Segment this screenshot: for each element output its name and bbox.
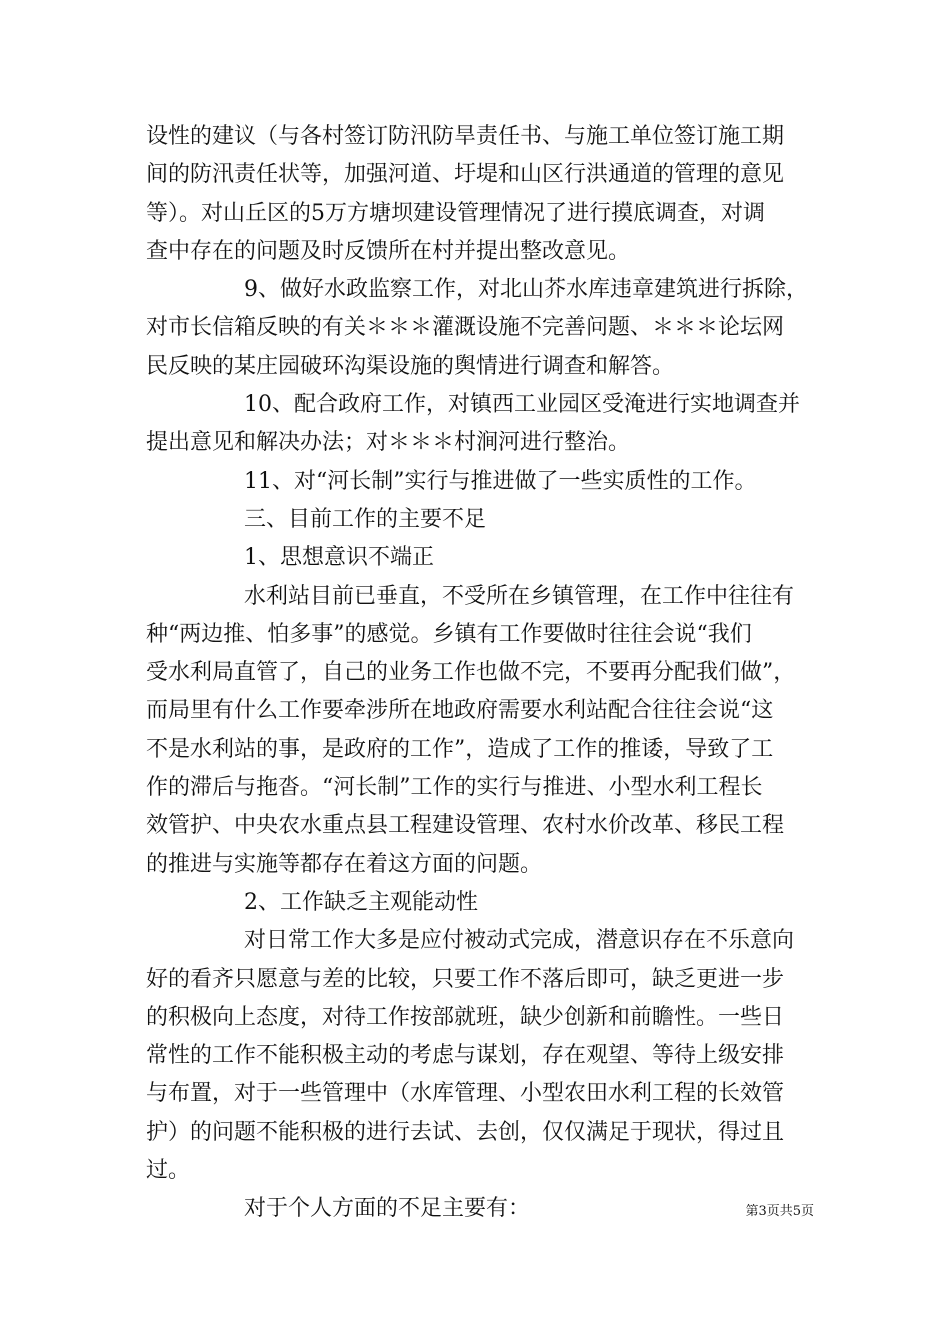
page-number-footer: 第3页共5页: [745, 1204, 814, 1219]
text-line: 种“两边推、怕多事”的感觉。乡镇有工作要做时往往会说“我们: [146, 621, 752, 647]
text-line: 常性的工作不能积极主动的考虑与谋划，存在观望、等待上级安排: [146, 1043, 785, 1069]
text-line: 民反映的某庄园破环沟渠设施的舆情进行调查和解答。: [146, 353, 675, 379]
text-line: 对市长信箱反映的有关＊＊＊灌溉设施不完善问题、＊＊＊论坛网: [146, 315, 785, 341]
text-line: 10、配合政府工作，对镇西工业园区受淹进行实地调查并: [244, 392, 800, 418]
text-line: 提出意见和解决办法；对＊＊＊村涧河进行整治。: [146, 430, 631, 456]
text-line: 水利站目前已垂直，不受所在乡镇管理，在工作中往往有: [244, 583, 795, 609]
text-line: 设性的建议（与各村签订防汛防旱责任书、与施工单位签订施工期: [146, 124, 785, 149]
text-line: 的推进与实施等都存在着这方面的问题。: [146, 851, 543, 877]
text-line: 2、工作缺乏主观能动性: [244, 889, 478, 915]
text-line: 过。: [146, 1158, 191, 1184]
text-line: 三、目前工作的主要不足: [244, 506, 487, 532]
text-line: 等）。对山丘区的5万方塘坝建设管理情况了进行摸底调查，对调: [146, 200, 765, 226]
text-line: 的积极向上态度，对待工作按部就班，缺少创新和前瞻性。一些日: [146, 1004, 785, 1030]
text-line: 查中存在的问题及时反馈所在村并提出整改意见。: [146, 238, 631, 264]
text-line: 对日常工作大多是应付被动式完成，潜意识存在不乐意向: [244, 928, 795, 954]
text-line: 不是水利站的事，是政府的工作”，造成了工作的推诿，导致了工: [146, 736, 774, 762]
text-line: 好的看齐只愿意与差的比较，只要工作不落后即可，缺乏更进一步: [146, 966, 785, 992]
text-line: 而局里有什么工作要牵涉所在地政府需要水利站配合往往会说“这: [146, 698, 774, 724]
text-line: 对于个人方面的不足主要有：: [244, 1196, 531, 1222]
text-line: 间的防汛责任状等，加强河道、圩堤和山区行洪通道的管理的意见: [146, 162, 785, 188]
text-line: 作的滞后与拖沓。“河长制”工作的实行与推进、小型水利工程长: [146, 775, 763, 801]
text-line: 受水利局直管了，自己的业务工作也做不完，不要再分配我们做”，: [146, 660, 796, 686]
text-line: 护）的问题不能积极的进行去试、去创，仅仅满足于现状，得过且: [146, 1119, 785, 1145]
text-line: 1、思想意识不端正: [244, 545, 434, 571]
text-line: 与布置，对于一些管理中（水库管理、小型农田水利工程的长效管: [146, 1081, 785, 1107]
text-line: 效管护、中央农水重点县工程建设管理、农村水价改革、移民工程: [146, 813, 785, 839]
text-line: 11、对“河长制”实行与推进做了一些实质性的工作。: [244, 468, 757, 494]
document-body: [146, 118, 814, 1229]
text-line: 9、做好水政监察工作，对北山芥水库违章建筑进行拆除，: [244, 277, 808, 303]
